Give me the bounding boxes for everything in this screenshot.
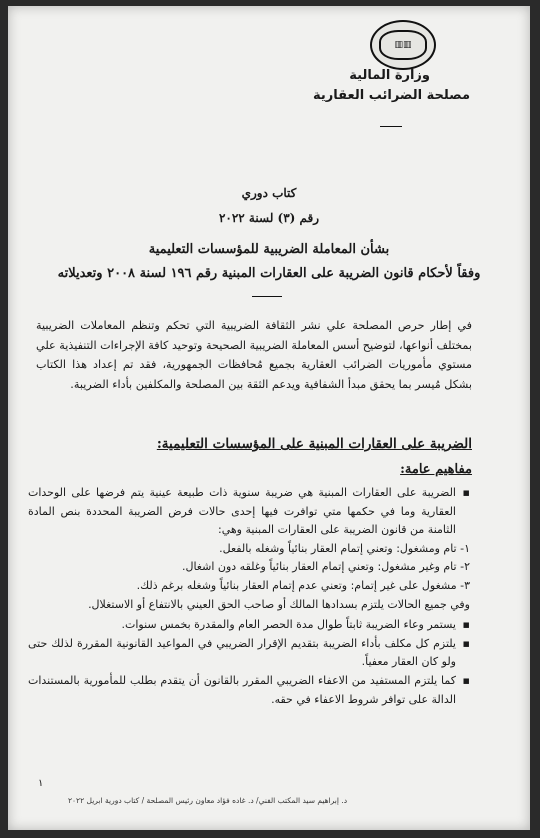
list-item-text: يستمر وعاء الضريبة ثابتاً طوال مدة الحصر العام والمقدرة بخمس سنوات. (121, 618, 456, 632)
bullet-icon: ▪ (462, 486, 470, 499)
authority-name: مصلحة الضرائب العقارية (313, 88, 470, 103)
bullet-icon: ▪ (462, 636, 470, 650)
case-item: ٣- مشغول على غير إتمام: وتعني عدم إتمام العقار بنائياً وشغله برغم ذلك. (136, 578, 470, 592)
intro-paragraph: في إطار حرص المصلحة علي نشر الثقافة الضريبية التي تحكم وتنظم المعاملات الضريبية بمختلف أنواعها، لتوضيح أسس المعاملة الضريبية الصحيحة وتوحيد كافة الإجراءات التنفيذية علي مستوي مأموريات الضرائب العقارية بجميع مُحافظات الجمهورية، فقد تم إعداد هذا الكتاب بشكل مُيسر بما يحقق مبدأ الشفافية ويدعم الثقة بين المصلحة والمكلفين بأداء الضريبة. (36, 319, 472, 391)
list-item (28, 672, 470, 709)
list-item-text: كما يلتزم المستفيد من الاعفاء الضريبي المقرر بالقانون أن يتقدم بطلب للمأمورية بالمستندات الدالة على توافر شروط الاعفاء في حقه. (28, 673, 456, 706)
seal-inner-icon: ▥▥ (379, 30, 427, 60)
document-page (8, 6, 530, 830)
section-title: الضريبة على العقارات المبنية على المؤسسات التعليمية: (156, 436, 472, 452)
list-item (28, 635, 470, 672)
title-divider (252, 296, 282, 297)
list-item-text: يلتزم كل مكلف بأداء الضريبة بتقديم الإقرار الضريبي في المواعيد القانونية المقررة لذلك حتى ولو كان العقار معفياً. (28, 636, 456, 669)
section-content (28, 484, 470, 709)
bullet-icon: ▪ (462, 673, 470, 687)
ministry-name: وزارة المالية (349, 68, 430, 83)
case-item: ١- تام ومشغول: وتعني إتمام العقار بنائياً وشغله بالفعل. (219, 541, 470, 555)
page-number: ١ (38, 778, 44, 789)
note-text: وفي جميع الحالات يلتزم بسدادها المالك أو صاحب الحق العيني بالانتفاع أو الاستغلال. (88, 597, 470, 611)
ministry-seal-icon (370, 20, 436, 70)
header-divider (380, 126, 402, 127)
doc-subject: بشأن المعاملة الضريبية للمؤسسات التعليمية (148, 242, 390, 257)
list-item (28, 484, 470, 540)
doc-type: كتاب دوري (241, 186, 297, 200)
bullet-icon: ▪ (462, 618, 470, 632)
doc-reference: وفقاً لأحكام قانون الضريبة على العقارات المبنية رقم ١٩٦ لسنة ٢٠٠٨ وتعديلاته (57, 266, 481, 281)
list-item-text: الضريبة على العقارات المبنية هي ضريبة سنوية ذات طبيعة عينية يتم فرضها على الوحدات العقارية وما في حكمها متي توافرت فيها إحدى حالات فرض الضريبة المحددة بنص المادة الثامنة من قانون الضريبة على العقارات المبنية وهي: (28, 486, 456, 537)
doc-number: رقم (٣) لسنة ٢٠٢٢ (218, 211, 320, 225)
list-item (28, 616, 470, 635)
case-item: ٢- تام وغير مشغول: وتعني إتمام العقار بنائياً وغلقه دون اشغال. (181, 560, 470, 574)
footer-credit: د. إبراهيم سيد المكتب الفني/ د. غاده فؤاد معاون رئيس المصلحة / كتاب دورية ابريل ٢٠٢٢ (68, 796, 348, 805)
section-subtitle: مفاهيم عامة: (400, 462, 472, 477)
